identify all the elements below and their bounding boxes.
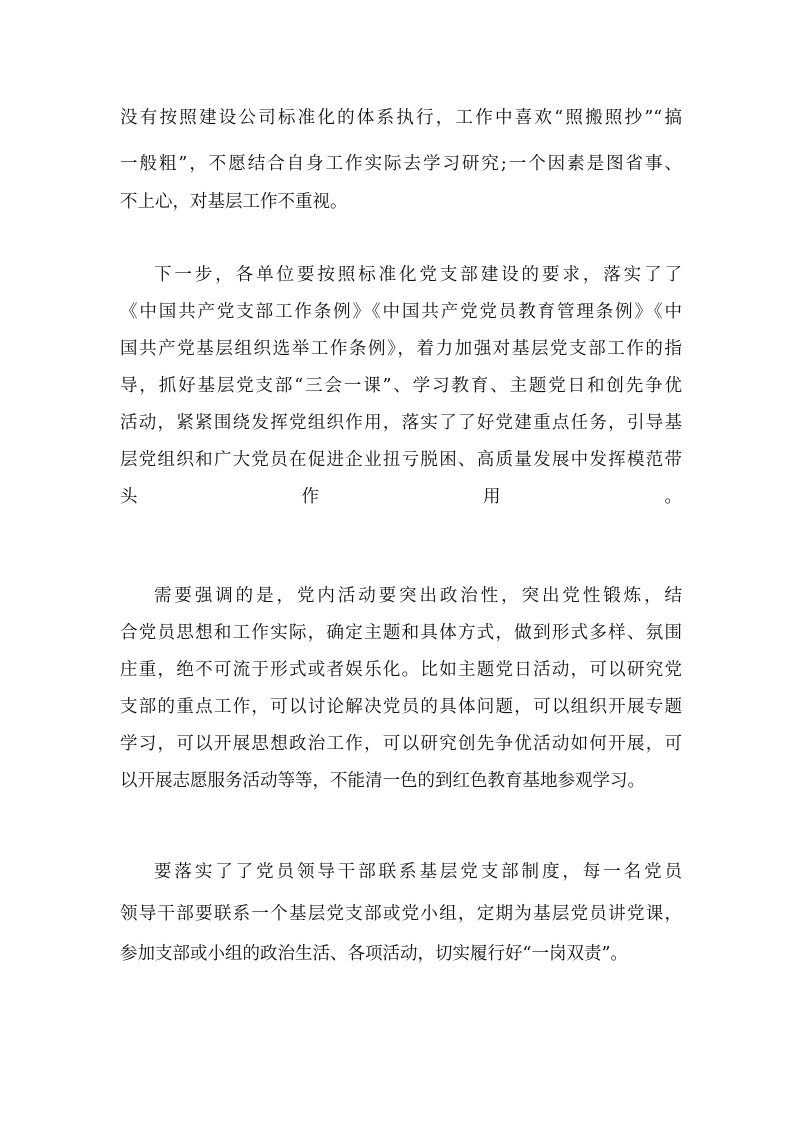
paragraph-2-line-3: 国共产党基层组织选举工作条例》，着力加强对基层党支部工作的指 [120, 339, 682, 359]
paragraph-4-line-1: 要落实了了党员领导干部联系基层党支部制度，每一名党员 [154, 862, 682, 882]
paragraph-3-line-1: 需要强调的是，党内活动要突出政治性，突出党性锻炼，结 [154, 586, 682, 606]
paragraph-2-line-4: 导，抓好基层党支部“三会一课”、学习教育、主题党日和创先争优 [120, 376, 682, 396]
paragraph-2-line-8 [120, 517, 682, 551]
paragraph-1-line-2: 一般粗”，不愿结合自身工作实际去学习研究;一个因素是图省事、 [120, 154, 682, 174]
paragraph-2-line-2: 《中国共产党支部工作条例》《中国共产党党员教育管理条例》《中 [120, 302, 682, 322]
paragraph-2-line-7: 头作用。 [120, 487, 682, 507]
paragraph-3-line-6: 以开展志愿服务活动等等，不能清一色的到红色教育基地参观学习。 [120, 771, 645, 791]
paragraph-2-line-5: 活动，紧紧围绕发挥党组织作用，落实了了好党建重点任务，引导基 [120, 413, 682, 433]
paragraph-3-line-5: 学习，可以开展思想政治工作，可以研究创先争优活动如何开展，可 [120, 734, 682, 754]
paragraph-1-line-3: 不上心，对基层工作不重视。 [120, 192, 348, 212]
paragraph-4-line-2: 领导干部要联系一个基层党支部或党小组，定期为基层党员讲党课， [120, 904, 682, 924]
paragraph-3-line-4: 支部的重点工作，可以讨论解决党员的具体问题，可以组织开展专题 [120, 697, 682, 717]
paragraph-3-line-2: 合党员思想和工作实际，确定主题和具体方式，做到形式多样、氛围 [120, 623, 682, 643]
paragraph-3-line-3: 庄重，绝不可流于形式或者娱乐化。比如主题党日活动，可以研究党 [120, 660, 682, 680]
paragraph-1-line-1: 没有按照建设公司标准化的体系执行，工作中喜欢“照搬照抄”“搞 [120, 108, 682, 128]
paragraph-2-line-1: 下一步，各单位要按照标准化党支部建设的要求，落实了了 [154, 265, 682, 285]
paragraph-2-line-6: 层党组织和广大党员在促进企业扭亏脱困、高质量发展中发挥模范带 [120, 450, 682, 470]
paragraph-4-line-3: 参加支部或小组的政治生活、各项活动，切实履行好“一岗双责”。 [120, 944, 628, 964]
